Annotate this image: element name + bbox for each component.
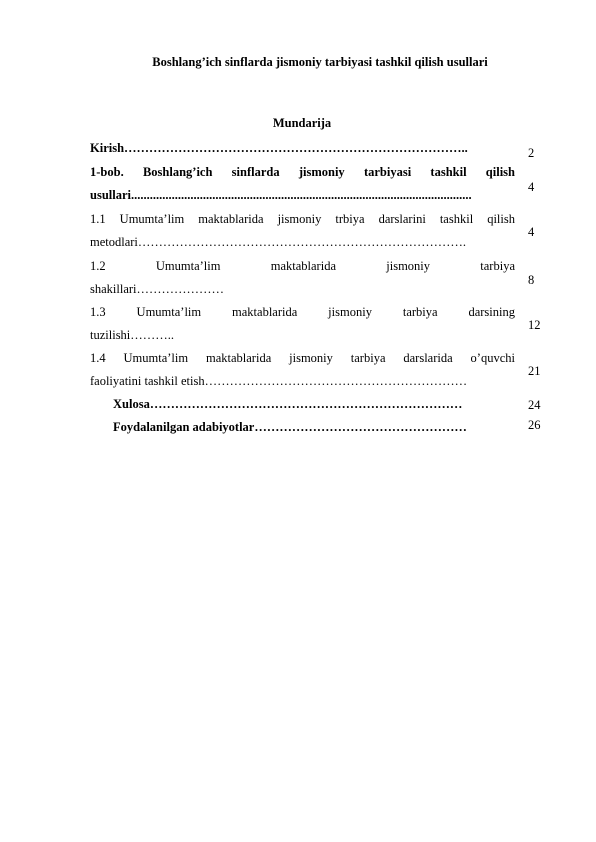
toc-entry-text: usullari............................................................................................................. [90, 188, 472, 202]
toc-page-number: 12 [528, 318, 541, 332]
toc-entry-text: Xulosa………………………………………………………………… [113, 397, 463, 411]
toc-entry-text: 1.2 Umumta’lim maktablarida jismoniy tarbiya [90, 259, 515, 273]
toc-entry-text: 1-bob. Boshlang’ich sinflarda jismoniy tarbiyasi tashkil qilish [90, 165, 515, 179]
toc-entry-text: 1.3 Umumta’lim maktablarida jismoniy tarbiya darsining [90, 305, 515, 319]
toc-page-number: 21 [528, 364, 541, 378]
document-title: Boshlang’ich sinflarda jismoniy tarbiyasi tashkil qilish usullari [152, 55, 488, 69]
toc-entry-section-1-3 [90, 301, 515, 347]
toc-entry-text: Kirish……………………………………………………………………….. [90, 141, 468, 155]
toc-page-number: 4 [528, 180, 535, 194]
toc-entry-references [113, 416, 515, 439]
toc-page-number: 4 [528, 225, 535, 239]
toc-entry-text: faoliyatini tashkil etish……………………………………………………… [90, 374, 468, 388]
toc-page-number: 8 [528, 273, 535, 287]
toc-entry-section-1-1 [90, 208, 515, 254]
toc-entry-text: Foydalanilgan adabiyotlar…………………………………………… [113, 420, 467, 434]
toc-page-number: 2 [528, 146, 535, 160]
toc-entry-text: tuzilishi……….. [90, 328, 175, 342]
toc-entry-text: 1.4 Umumta’lim maktablarida jismoniy tarbiya darslarida o’quvchi [90, 351, 515, 365]
toc-entry-text: shakillari………………… [90, 282, 225, 296]
toc-entry-text: 1.1 Umumta’lim maktablarida jismoniy trbiya darslarini tashkil qilish [90, 212, 515, 226]
toc-entry-chapter-1 [90, 161, 515, 207]
toc-entry-section-1-2 [90, 255, 515, 301]
toc-page-number: 26 [528, 418, 541, 432]
toc-entry-text: metodlari……………………………………………………………………. [90, 235, 467, 249]
toc-entry-section-1-4 [90, 347, 515, 393]
toc-page-number: 24 [528, 398, 541, 412]
toc-entry-introduction [90, 137, 515, 160]
toc-heading: Mundarija [272, 116, 332, 130]
toc-entry-conclusion [113, 393, 515, 416]
